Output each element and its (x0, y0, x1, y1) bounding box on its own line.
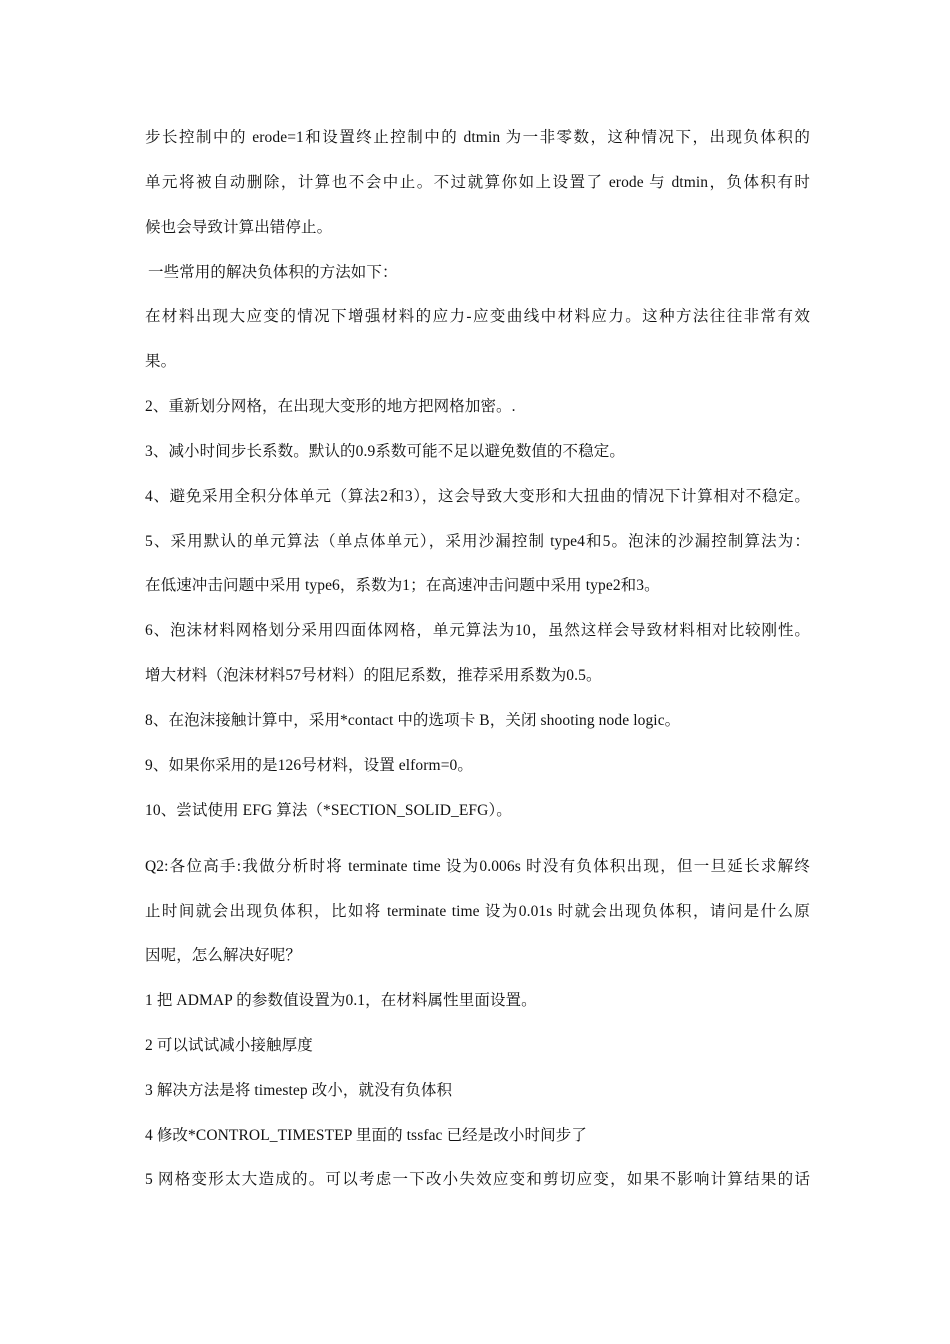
answer-item: 4 修改*CONTROL_TIMESTEP 里面的 tssfac 已经是改小时间步了 (145, 1127, 587, 1144)
answer-item: 2 可以试试减小接触厚度 (145, 1037, 313, 1054)
list-item: 8、在泡沫接触计算中，采用*contact 中的选项卡 B，关闭 shooting node logic。 (145, 712, 681, 729)
answer-item: 1 把 ADMAP 的参数值设置为0.1，在材料属性里面设置。 (145, 992, 537, 1009)
text-line: 步长控制中的 erode=1和设置终止控制中的 dtmin 为一非零数，这种情况下，出现负体积的 (145, 129, 810, 146)
text-line: 在低速冲击问题中采用 type6，系数为1；在高速冲击问题中采用 type2和3。 (145, 577, 660, 594)
answer-item: 3 解决方法是将 timestep 改小，就没有负体积 (145, 1082, 453, 1099)
text-line: 单元将被自动删除，计算也不会中止。不过就算你如上设置了 erode 与 dtmin，负体积有时 (145, 174, 810, 191)
answer-item: 5 网格变形太大造成的。可以考虑一下改小失效应变和剪切应变，如果不影响计算结果的话 (145, 1171, 810, 1188)
question-line: 因呢，怎么解决好呢？ (145, 947, 302, 964)
question-line: Q2:各位高手:我做分析时将 terminate time 设为0.006s 时没有负体积出现，但一旦延长求解终 (145, 858, 810, 875)
list-item: 10、尝试使用 EFG 算法（*SECTION_SOLID_EFG）。 (145, 802, 512, 819)
list-item: 3、减小时间步长系数。默认的0.9系数可能不足以避免数值的不稳定。 (145, 443, 625, 460)
list-item: 6、泡沫材料网格划分采用四面体网格，单元算法为10，虽然这样会导致材料相对比较刚性。 (145, 622, 810, 639)
list-item: 5、采用默认的单元算法（单点体单元），采用沙漏控制 type4和5。泡沫的沙漏控制算法为： (145, 533, 810, 550)
text-line: 在材料出现大应变的情况下增强材料的应力-应变曲线中材料应力。这种方法往往非常有效 (145, 308, 810, 325)
list-item: 2、重新划分网格，在出现大变形的地方把网格加密。. (145, 398, 516, 415)
text-line: 候也会导致计算出错停止。 (145, 219, 333, 236)
text-line: 一些常用的解决负体积的方法如下： (148, 264, 398, 281)
question-line: 止时间就会出现负体积，比如将 terminate time 设为0.01s 时就会出现负体积，请问是什么原 (145, 903, 810, 920)
list-item: 4、避免采用全积分体单元（算法2和3），这会导致大变形和大扭曲的情况下计算相对不稳定。 (145, 488, 810, 505)
text-line: 增大材料（泡沫材料57号材料）的阻尼系数，推荐采用系数为0.5。 (145, 667, 602, 684)
list-item: 9、如果你采用的是126号材料，设置 elform=0。 (145, 757, 473, 774)
text-line: 果。 (145, 353, 177, 370)
